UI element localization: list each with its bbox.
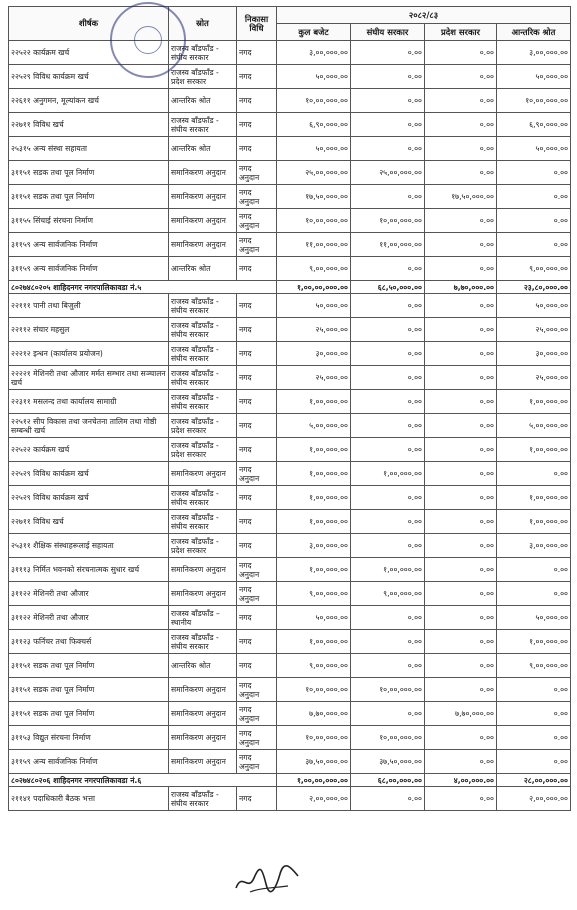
cell-internal: ०.०० [497,702,571,726]
section-row [9,774,571,787]
table-row [9,113,571,137]
cell-source: राजस्व बाँडफाँड – स्थानीय [169,606,237,630]
col-internal: आन्तरिक श्रोत [497,24,571,41]
cell-total: २५,०००.०० [277,318,351,342]
cell-total: १,००,०००.०० [277,390,351,414]
cell-total: ५०,०००.०० [277,137,351,161]
table-row [9,65,571,89]
cell-federal: १०,००,०००.०० [351,209,425,233]
cell-source: समानिकरण अनुदान [169,233,237,257]
cell-total: १७,५०,०००.०० [277,185,351,209]
cell-source: आन्तरिक श्रोत [169,257,237,281]
cell-source: राजस्व बाँडफाँड - संघीय सरकार [169,318,237,342]
cell-title: ३११५९ अन्य सार्वजनिक निर्माण [9,750,169,774]
cell-title: २२५२९ विविध कार्यक्रम खर्च [9,65,169,89]
cell-total: २५,०००.०० [277,366,351,390]
cell-title: २२१११ पानी तथा बिजुली [9,294,169,318]
cell-province: ०.०० [425,342,497,366]
cell-source: आन्तरिक श्रोत [169,654,237,678]
col-heading: शीर्षक [9,7,169,41]
cell-internal: ०.०० [497,462,571,486]
cell-province: ०.०० [425,534,497,558]
cell-total: १०,००,०००.०० [277,89,351,113]
cell-federal: ०.०० [351,414,425,438]
cell-province: ०.०० [425,606,497,630]
cell-federal: ०.०० [351,137,425,161]
cell-province: ०.०० [425,161,497,185]
cell-mode: नगद अनुदान [237,558,277,582]
table-row [9,438,571,462]
cell-federal: ०.०० [351,89,425,113]
cell-federal: १०,००,०००.०० [351,678,425,702]
col-total-budget: कुल बजेट [277,24,351,41]
cell-internal: ५०,०००.०० [497,137,571,161]
cell-province: ०.०० [425,294,497,318]
cell-mode: नगद [237,65,277,89]
cell-source: आन्तरिक श्रोत [169,89,237,113]
cell-total: ३७,५०,०००.०० [277,750,351,774]
cell-total: ५०,०००.०० [277,294,351,318]
table-row [9,750,571,774]
cell-total: ३,००,०००.०० [277,534,351,558]
cell-total: १०,००,०००.०० [277,678,351,702]
col-federal: संघीय सरकार [351,24,425,41]
cell-source: समानिकरण अनुदान [169,678,237,702]
section-title: ८०२७४८०२०६ शाहिदनगर नगरपालिकावडा नं.६ [9,774,277,787]
cell-province: ०.०० [425,414,497,438]
cell-province: ०.०० [425,462,497,486]
cell-source: राजस्व बाँडफाँड - संघीय सरकार [169,787,237,811]
cell-source: समानिकरण अनुदान [169,750,237,774]
cell-mode: नगद अनुदान [237,462,277,486]
cell-mode: नगद [237,654,277,678]
cell-mode: नगद [237,534,277,558]
cell-federal: ०.०० [351,654,425,678]
cell-total: ९,००,०००.०० [277,654,351,678]
cell-internal: ५०,०००.०० [497,294,571,318]
table-row [9,233,571,257]
table-row [9,137,571,161]
cell-federal: १,००,०००.०० [351,462,425,486]
cell-mode: नगद अनुदान [237,209,277,233]
section-title: ८०२७४८०२०५ शाहिदनगर नगरपालिकावडा नं.५ [9,281,277,294]
cell-total: १,००,०००.०० [277,510,351,534]
office-stamp [110,2,186,78]
cell-source: राजस्व बाँडफाँड - संघीय सरकार [169,390,237,414]
cell-internal: ०.०० [497,678,571,702]
table-row [9,318,571,342]
cell-federal: ०.०० [351,390,425,414]
cell-mode: नगद अनुदान [237,233,277,257]
cell-internal: ०.०० [497,209,571,233]
cell-province: ०.०० [425,41,497,65]
cell-province: ०.०० [425,113,497,137]
cell-province: ०.०० [425,65,497,89]
cell-internal: ०.०० [497,161,571,185]
cell-mode: नगद [237,414,277,438]
cell-federal: १०,००,०००.०० [351,726,425,750]
cell-mode: नगद [237,486,277,510]
cell-province: ०.०० [425,726,497,750]
cell-source: राजस्व बाँडफाँड - संघीय सरकार [169,113,237,137]
cell-total: ५०,०००.०० [277,65,351,89]
cell-internal: ०.०० [497,750,571,774]
table-row [9,366,571,390]
cell-federal: २५,००,०००.०० [351,161,425,185]
cell-source: समानिकरण अनुदान [169,185,237,209]
table-row [9,209,571,233]
cell-mode: नगद [237,630,277,654]
cell-internal: ०.०० [497,726,571,750]
cell-source: आन्तरिक श्रोत [169,137,237,161]
col-disbursement: निकासा विधि [237,7,277,41]
cell-federal: ३७,५०,०००.०० [351,750,425,774]
cell-source: राजस्व बाँडफाँड - संघीय सरकार [169,342,237,366]
fiscal-year: २०८२/८३ [277,7,571,24]
cell-mode: नगद [237,294,277,318]
cell-total: ५,००,०००.०० [277,414,351,438]
cell-province: ०.०० [425,318,497,342]
table-row [9,558,571,582]
cell-province: ०.०० [425,582,497,606]
cell-mode: नगद [237,113,277,137]
cell-internal: ९,००,०००.०० [497,654,571,678]
cell-total: १,००,०००.०० [277,462,351,486]
cell-federal: ०.०० [351,630,425,654]
cell-total: १,००,०००.०० [277,438,351,462]
cell-federal: ०.०० [351,65,425,89]
section-row [9,281,571,294]
cell-title: ३११५९ अन्य सार्वजनिक निर्माण [9,233,169,257]
cell-title: २२२१२ इन्धन (कार्यालय प्रयोजन) [9,342,169,366]
cell-mode: नगद अनुदान [237,582,277,606]
cell-mode: नगद [237,89,277,113]
cell-mode: नगद [237,438,277,462]
signature [232,858,302,898]
cell-title: ३११२२ मेशिनरी तथा औजार [9,606,169,630]
cell-internal: १,००,०००.०० [497,510,571,534]
cell-internal: ५०,०००.०० [497,606,571,630]
cell-internal: २५,०००.०० [497,366,571,390]
cell-province: ७,७०,०००.०० [425,281,497,294]
cell-mode: नगद [237,257,277,281]
cell-mode: नगद अनुदान [237,678,277,702]
cell-mode: नगद [237,787,277,811]
cell-federal: ०.०० [351,534,425,558]
table-row [9,606,571,630]
cell-source: राजस्व बाँडफाँड - संघीय सरकार [169,510,237,534]
cell-internal: १०,००,०००.०० [497,89,571,113]
cell-province: ०.०० [425,558,497,582]
cell-title: २२७११ विविध खर्च [9,113,169,137]
cell-federal: ०.०० [351,113,425,137]
col-province: प्रदेश सरकार [425,24,497,41]
cell-source: समानिकरण अनुदान [169,558,237,582]
table-row [9,510,571,534]
cell-internal: २८,००,०००.०० [497,774,571,787]
table-row [9,185,571,209]
cell-mode: नगद अनुदान [237,750,277,774]
cell-province: ०.०० [425,233,497,257]
cell-internal: ३,००,०००.०० [497,534,571,558]
cell-province: ४,००,०००.०० [425,774,497,787]
cell-title: २११४१ पदाधिकारी बैठक भत्ता [9,787,169,811]
cell-title: २२७११ विविध खर्च [9,510,169,534]
cell-title: ३११२३ फर्निचर तथा फिक्चर्स [9,630,169,654]
cell-federal: ०.०० [351,606,425,630]
cell-internal: २५,०००.०० [497,318,571,342]
cell-source: समानिकरण अनुदान [169,161,237,185]
table-row [9,414,571,438]
cell-title: २२५२९ विविध कार्यक्रम खर्च [9,486,169,510]
cell-title: ३११५१ सडक तथा पूल निर्माण [9,654,169,678]
cell-internal: १,००,०००.०० [497,438,571,462]
cell-mode: नगद [237,137,277,161]
cell-total: ११,००,०००.०० [277,233,351,257]
cell-province: ०.०० [425,630,497,654]
cell-source: राजस्व बाँडफाँड - प्रदेश सरकार [169,438,237,462]
cell-title: ३११५९ अन्य सार्वजनिक निर्माण [9,257,169,281]
cell-internal: ३,००,०००.०० [497,41,571,65]
cell-title: ३११५१ सडक तथा पूल निर्माण [9,702,169,726]
cell-province: ०.०० [425,787,497,811]
budget-table [8,6,571,811]
cell-total: ६,९०,०००.०० [277,113,351,137]
cell-internal: २,००,०००.०० [497,787,571,811]
cell-internal: ६,९०,०००.०० [497,113,571,137]
cell-mode: नगद [237,366,277,390]
cell-internal: ५०,०००.०० [497,65,571,89]
cell-total: १,००,००,०००.०० [277,281,351,294]
cell-province: ०.०० [425,510,497,534]
cell-federal: ०.०० [351,438,425,462]
cell-source: समानिकरण अनुदान [169,726,237,750]
cell-title: ३११२२ मेशिनरी तथा औजार [9,582,169,606]
cell-federal: ६८,००,०००.०० [351,774,425,787]
table-body [9,41,571,811]
col-source: स्रोत [169,7,237,41]
cell-source: राजस्व बाँडफाँड - प्रदेश सरकार [169,414,237,438]
cell-federal: ९,००,०००.०० [351,582,425,606]
table-row [9,41,571,65]
cell-total: ९,००,०००.०० [277,582,351,606]
cell-federal: ०.०० [351,510,425,534]
budget-sheet [8,6,570,811]
table-row [9,462,571,486]
stamp-emblem [134,26,162,54]
cell-source: राजस्व बाँडफाँड - संघीय सरकार [169,41,237,65]
cell-title: ३११५१ सडक तथा पूल निर्माण [9,678,169,702]
table-row [9,787,571,811]
cell-title: २२६११ अनुगमन, मूल्यांकन खर्च [9,89,169,113]
cell-total: ५०,०००.०० [277,606,351,630]
table-row [9,582,571,606]
cell-title: ३११५३ विद्युत संरचना निर्माण [9,726,169,750]
cell-federal: ०.०० [351,342,425,366]
cell-total: १,००,००,०००.०० [277,774,351,787]
cell-federal: ०.०० [351,787,425,811]
cell-internal: १,००,०००.०० [497,390,571,414]
cell-title: २२११२ संचार महसुल [9,318,169,342]
cell-source: समानिकरण अनुदान [169,462,237,486]
cell-source: राजस्व बाँडफाँड - संघीय सरकार [169,294,237,318]
table-row [9,654,571,678]
cell-total: ३,००,०००.०० [277,41,351,65]
cell-total: १०,००,०००.०० [277,209,351,233]
cell-source: राजस्व बाँडफाँड - संघीय सरकार [169,630,237,654]
cell-federal: ०.०० [351,702,425,726]
cell-federal: ०.०० [351,486,425,510]
cell-source: राजस्व बाँडफाँड - संघीय सरकार [169,366,237,390]
table-row [9,161,571,185]
table-row [9,678,571,702]
cell-province: ०.०० [425,89,497,113]
cell-title: ३११५५ सिंचाई संरचना निर्माण [9,209,169,233]
cell-province: ०.०० [425,209,497,233]
cell-internal: १,००,०००.०० [497,630,571,654]
cell-internal: ०.०० [497,582,571,606]
cell-province: ०.०० [425,137,497,161]
cell-federal: ०.०० [351,318,425,342]
cell-province: ०.०० [425,654,497,678]
cell-total: ३०,०००.०० [277,342,351,366]
cell-internal: ०.०० [497,558,571,582]
cell-total: ९,००,०००.०० [277,257,351,281]
cell-internal: १,००,०००.०० [497,486,571,510]
cell-mode: नगद [237,510,277,534]
table-row [9,257,571,281]
cell-title: ३११५१ सडक तथा पूल निर्माण [9,161,169,185]
cell-internal: ५,००,०००.०० [497,414,571,438]
cell-total: १,००,०००.०० [277,558,351,582]
cell-internal: ०.०० [497,185,571,209]
cell-source: राजस्व बाँडफाँड - प्रदेश सरकार [169,65,237,89]
cell-source: समानिकरण अनुदान [169,582,237,606]
cell-federal: १,००,०००.०० [351,558,425,582]
cell-federal: ०.०० [351,366,425,390]
cell-title: ३११५१ सडक तथा पूल निर्माण [9,185,169,209]
cell-source: समानिकरण अनुदान [169,209,237,233]
cell-title: ३१११३ निर्मित भवनको संरचनात्मक सुधार खर्च [9,558,169,582]
cell-federal: ०.०० [351,294,425,318]
cell-province: ०.०० [425,678,497,702]
cell-mode: नगद अनुदान [237,726,277,750]
table-row [9,342,571,366]
cell-federal: ११,००,०००.०० [351,233,425,257]
cell-source: समानिकरण अनुदान [169,702,237,726]
cell-federal: ०.०० [351,257,425,281]
cell-mode: नगद [237,606,277,630]
cell-federal: ०.०० [351,185,425,209]
cell-source: राजस्व बाँडफाँड - प्रदेश सरकार [169,534,237,558]
cell-province: ०.०० [425,486,497,510]
cell-internal: २३,८०,०००.०० [497,281,571,294]
cell-mode: नगद अनुदान [237,185,277,209]
cell-mode: नगद [237,41,277,65]
cell-title: २२२२१ मेशिनरी तथा औजार मर्मत सम्भार तथा सञ्चालन खर्च [9,366,169,390]
cell-total: १,००,०००.०० [277,486,351,510]
cell-source: राजस्व बाँडफाँड - संघीय सरकार [169,486,237,510]
table-row [9,702,571,726]
cell-total: २५,००,०००.०० [277,161,351,185]
table-row [9,726,571,750]
cell-internal: ०.०० [497,233,571,257]
cell-title: २२३११ मसलन्द तथा कार्यालय सामाग्री [9,390,169,414]
cell-title: २२५१२ सीप विकास तथा जनचेतना तालिम तथा गोष्ठी सम्बन्धी खर्च [9,414,169,438]
table-row [9,294,571,318]
cell-mode: नगद अनुदान [237,702,277,726]
cell-federal: ०.०० [351,41,425,65]
cell-total: १,००,०००.०० [277,630,351,654]
cell-total: १०,००,०००.०० [277,726,351,750]
table-row [9,630,571,654]
cell-title: २२५२२ कार्यक्रम खर्च [9,41,169,65]
cell-internal: ९,००,०००.०० [497,257,571,281]
table-row [9,534,571,558]
cell-province: ७,७०,०००.०० [425,702,497,726]
cell-province: ०.०० [425,366,497,390]
cell-province: ०.०० [425,257,497,281]
cell-mode: नगद [237,342,277,366]
cell-total: ७,७०,०००.०० [277,702,351,726]
cell-title: २२५२२ कार्यक्रम खर्च [9,438,169,462]
cell-internal: ३०,०००.०० [497,342,571,366]
cell-mode: नगद [237,390,277,414]
cell-title: २२५२९ विविध कार्यक्रम खर्च [9,462,169,486]
cell-province: ०.०० [425,750,497,774]
cell-province: ०.०० [425,390,497,414]
table-row [9,390,571,414]
table-row [9,89,571,113]
cell-title: २५३११ शैक्षिक संस्थाहरूलाई सहायता [9,534,169,558]
cell-federal: ६८,५०,०००.०० [351,281,425,294]
cell-mode: नगद [237,318,277,342]
cell-mode: नगद अनुदान [237,161,277,185]
cell-province: १७,५०,०००.०० [425,185,497,209]
table-row [9,486,571,510]
cell-total: २,००,०००.०० [277,787,351,811]
cell-title: २५३१५ अन्य संस्था सहायता [9,137,169,161]
cell-province: ०.०० [425,438,497,462]
